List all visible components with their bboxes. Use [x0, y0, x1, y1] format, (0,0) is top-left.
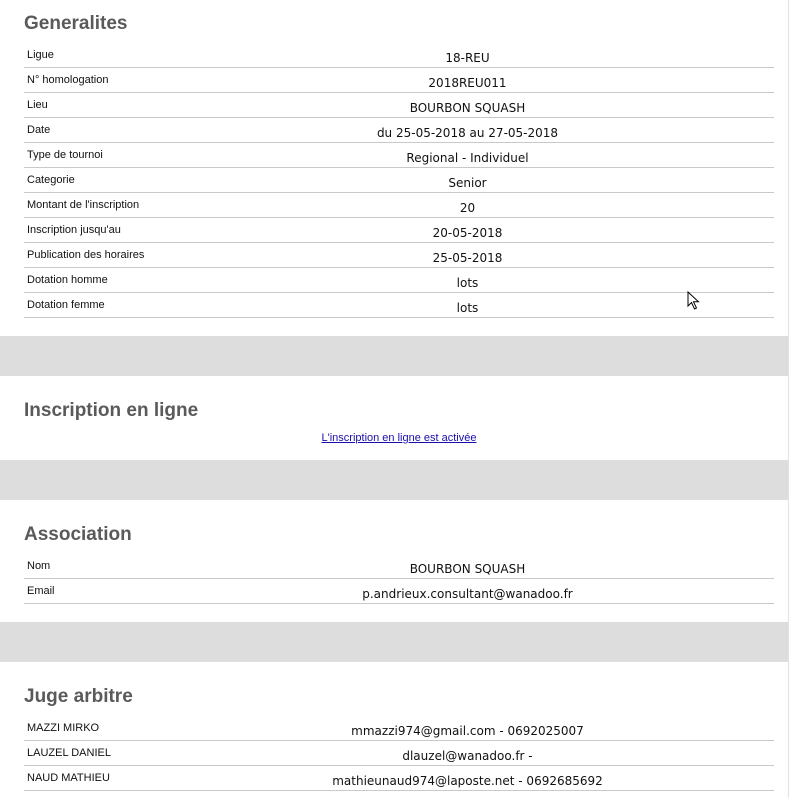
- row-publication-horaires: [24, 243, 774, 268]
- row-label: Categorie: [27, 174, 75, 186]
- row-ligue: [24, 43, 774, 68]
- row-value: 25-05-2018: [432, 251, 503, 265]
- row-label: LAUZEL DANIEL: [27, 747, 111, 759]
- association-title: Association: [24, 524, 132, 545]
- row-label: NAUD MATHIEU: [27, 772, 110, 784]
- juge-table: [24, 716, 774, 791]
- row-label: Dotation homme: [27, 274, 108, 286]
- row-value: BOURBON SQUASH: [409, 562, 526, 576]
- row-label: Inscription jusqu'au: [27, 224, 121, 236]
- juge-section: [0, 662, 789, 798]
- row-label: MAZZI MIRKO: [27, 722, 100, 734]
- juge-title: Juge arbitre: [24, 686, 133, 707]
- row-value: 20-05-2018: [432, 226, 503, 240]
- row-label: Montant de l'inscription: [27, 199, 140, 211]
- inscription-title: Inscription en ligne: [24, 400, 199, 421]
- row-value: BOURBON SQUASH: [409, 101, 526, 115]
- row-label: Lieu: [27, 99, 48, 111]
- section-separator: [0, 622, 789, 662]
- row-dotation-femme: [24, 293, 774, 318]
- row-label: Email: [27, 585, 55, 597]
- section-separator: [0, 460, 789, 500]
- row-label: Date: [27, 124, 51, 136]
- row-juge: [24, 741, 774, 766]
- row-lieu: [24, 93, 774, 118]
- row-value: 20: [459, 201, 476, 215]
- row-value: Regional - Individuel: [406, 151, 529, 165]
- row-label: Type de tournoi: [27, 149, 103, 161]
- row-homologation: [24, 68, 774, 93]
- row-label: Publication des horaires: [27, 249, 145, 261]
- row-dotation-homme: [24, 268, 774, 293]
- row-juge: [24, 766, 774, 791]
- row-label: N° homologation: [27, 74, 109, 86]
- row-value: Senior: [448, 176, 487, 190]
- row-montant: [24, 193, 774, 218]
- row-value: mmazzi974@gmail.com - 0692025007: [351, 724, 584, 738]
- row-juge: [24, 716, 774, 741]
- row-label: Dotation femme: [27, 299, 105, 311]
- row-email: [24, 579, 774, 604]
- generalites-table: [24, 43, 774, 318]
- inscription-link[interactable]: L'inscription en ligne est activée: [321, 432, 477, 444]
- mouse-cursor-icon: [687, 291, 701, 311]
- row-value: p.andrieux.consultant@wanadoo.fr: [362, 587, 573, 601]
- row-value: du 25-05-2018 au 27-05-2018: [376, 126, 559, 140]
- row-value: 18-REU: [445, 51, 490, 65]
- inscription-link-line: [24, 432, 774, 445]
- row-nom: [24, 554, 774, 579]
- row-date: [24, 118, 774, 143]
- section-separator: [0, 336, 789, 376]
- association-section: [0, 500, 789, 622]
- row-value: 2018REU011: [428, 76, 507, 90]
- row-label: Ligue: [27, 49, 54, 61]
- row-type-tournoi: [24, 143, 774, 168]
- row-value: dlauzel@wanadoo.fr -: [402, 749, 533, 763]
- association-table: [24, 554, 774, 604]
- inscription-section: [0, 376, 789, 460]
- row-value: lots: [456, 276, 479, 290]
- generalites-section: [0, 0, 789, 336]
- row-categorie: [24, 168, 774, 193]
- row-label: Nom: [27, 560, 51, 572]
- row-value: lots: [456, 301, 479, 315]
- row-inscription-jusquau: [24, 218, 774, 243]
- generalites-title: Generalites: [24, 13, 128, 34]
- row-value: mathieunaud974@laposte.net - 0692685692: [332, 774, 603, 788]
- page-right-border: [788, 0, 789, 798]
